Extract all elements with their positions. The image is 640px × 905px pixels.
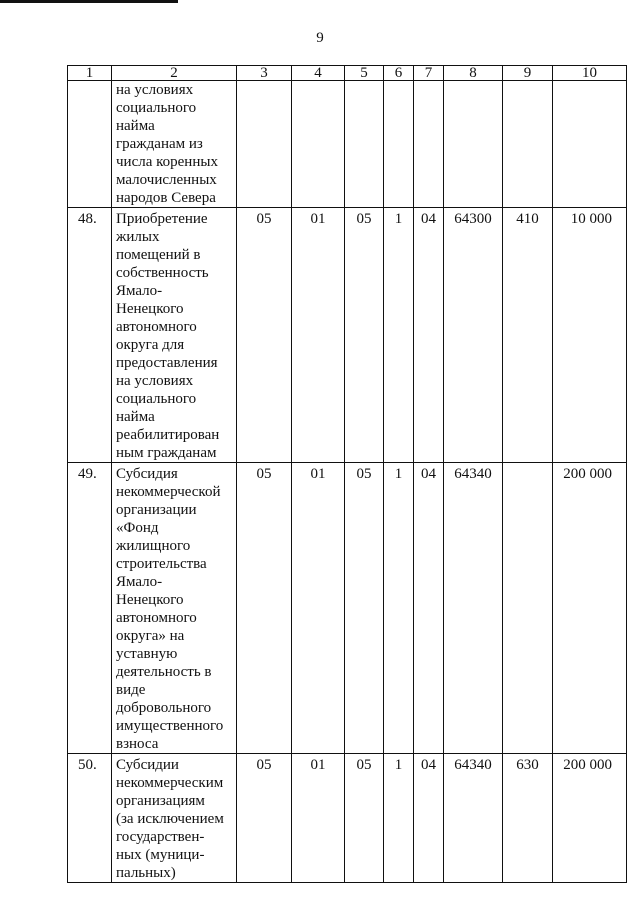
cell-col-3: 05 <box>237 208 292 463</box>
cell-col-6: 1 <box>384 754 414 883</box>
col-header-3: 3 <box>237 66 292 81</box>
cell-col-7 <box>414 81 444 208</box>
table-row-continuation <box>68 81 627 208</box>
row-number: 48. <box>68 208 112 463</box>
cell-col-9: 630 <box>503 754 553 883</box>
cell-col-8: 64340 <box>444 754 503 883</box>
cell-col-9 <box>503 81 553 208</box>
col-header-2: 2 <box>112 66 237 81</box>
cell-col-8 <box>444 81 503 208</box>
cell-col-4: 01 <box>292 208 345 463</box>
col-header-7: 7 <box>414 66 444 81</box>
cell-col-3: 05 <box>237 463 292 754</box>
cell-col-9: 410 <box>503 208 553 463</box>
cell-col-4 <box>292 81 345 208</box>
row-description: Субсидия некоммерческой организации «Фонд жилищного строительства Ямало- Ненецкого автономного округа» на уставную деятельность в виде добровольного имущественного взноса <box>112 463 237 754</box>
budget-table <box>67 65 627 883</box>
cell-col-3: 05 <box>237 754 292 883</box>
row-number <box>68 81 112 208</box>
cell-col-5: 05 <box>345 754 384 883</box>
page-number: 9 <box>316 30 324 46</box>
row-description: Субсидии некоммерческим организациям (за исключением государствен- ных (муници- пальных) <box>112 754 237 883</box>
row-number: 50. <box>68 754 112 883</box>
cell-col-6: 1 <box>384 463 414 754</box>
cell-col-6 <box>384 81 414 208</box>
col-header-8: 8 <box>444 66 503 81</box>
cell-col-5 <box>345 81 384 208</box>
cell-col-10: 200 000 <box>553 463 627 754</box>
cell-col-8: 64300 <box>444 208 503 463</box>
cell-col-4: 01 <box>292 463 345 754</box>
cell-col-9 <box>503 463 553 754</box>
table-row-50 <box>68 754 627 883</box>
col-header-1: 1 <box>68 66 112 81</box>
header-row <box>68 66 627 81</box>
col-header-9: 9 <box>503 66 553 81</box>
cell-col-7: 04 <box>414 208 444 463</box>
table-row-49 <box>68 463 627 754</box>
cell-col-8: 64340 <box>444 463 503 754</box>
cell-col-10: 200 000 <box>553 754 627 883</box>
cell-col-10: 10 000 <box>553 208 627 463</box>
cell-col-7: 04 <box>414 463 444 754</box>
cell-col-7: 04 <box>414 754 444 883</box>
cell-col-6: 1 <box>384 208 414 463</box>
cell-col-5: 05 <box>345 463 384 754</box>
row-number: 49. <box>68 463 112 754</box>
top-rule <box>0 0 178 3</box>
cell-col-4: 01 <box>292 754 345 883</box>
col-header-5: 5 <box>345 66 384 81</box>
col-header-6: 6 <box>384 66 414 81</box>
row-description: Приобретение жилых помещений в собственность Ямало- Ненецкого автономного округа для предоставления на условиях социального найма реабилитирован ным гражданам <box>112 208 237 463</box>
col-header-10: 10 <box>553 66 627 81</box>
cell-col-3 <box>237 81 292 208</box>
col-header-4: 4 <box>292 66 345 81</box>
cell-col-5: 05 <box>345 208 384 463</box>
table-row-48 <box>68 208 627 463</box>
row-description: на условиях социального найма гражданам из числа коренных малочисленных народов Севера <box>112 81 237 208</box>
cell-col-10 <box>553 81 627 208</box>
